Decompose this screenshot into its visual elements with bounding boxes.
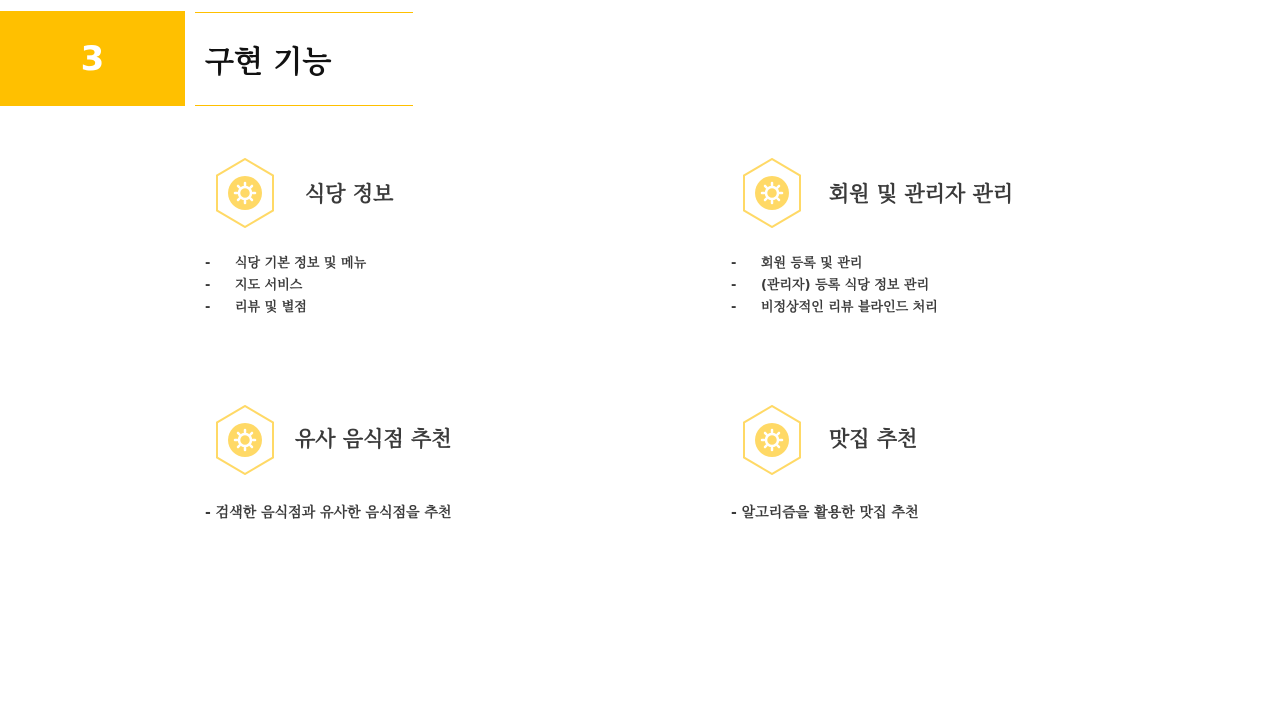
section-number-box [0, 11, 185, 106]
gear-icon [742, 405, 802, 475]
page-title: 구현 기능 [205, 45, 332, 80]
bullet-list [731, 253, 938, 319]
list-item: - (관리자) 등록 식당 정보 관리 [731, 278, 930, 293]
list-item: - 지도 서비스 [205, 278, 303, 293]
section-title: 회원 및 관리자 관리 [829, 182, 1014, 206]
list-item: - 회원 등록 및 관리 [731, 256, 863, 271]
section-title: 유사 음식점 추천 [295, 427, 452, 451]
section-title: 맛집 추천 [829, 427, 918, 451]
section-title: 식당 정보 [305, 182, 394, 206]
list-item: - 비정상적인 리뷰 블라인드 처리 [731, 300, 938, 315]
list-item: - 식당 기본 정보 및 메뉴 [205, 256, 367, 271]
section-number: 3 [80, 38, 105, 79]
gear-icon [742, 158, 802, 228]
section-description: - 검색한 음식점과 유사한 음식점을 추천 [205, 505, 452, 521]
page-title-box [195, 12, 413, 106]
section-description: - 알고리즘을 활용한 맛집 추천 [731, 505, 919, 521]
gear-icon [215, 405, 275, 475]
gear-icon [215, 158, 275, 228]
bullet-list [205, 253, 366, 319]
list-item: - 리뷰 및 별점 [205, 300, 307, 315]
